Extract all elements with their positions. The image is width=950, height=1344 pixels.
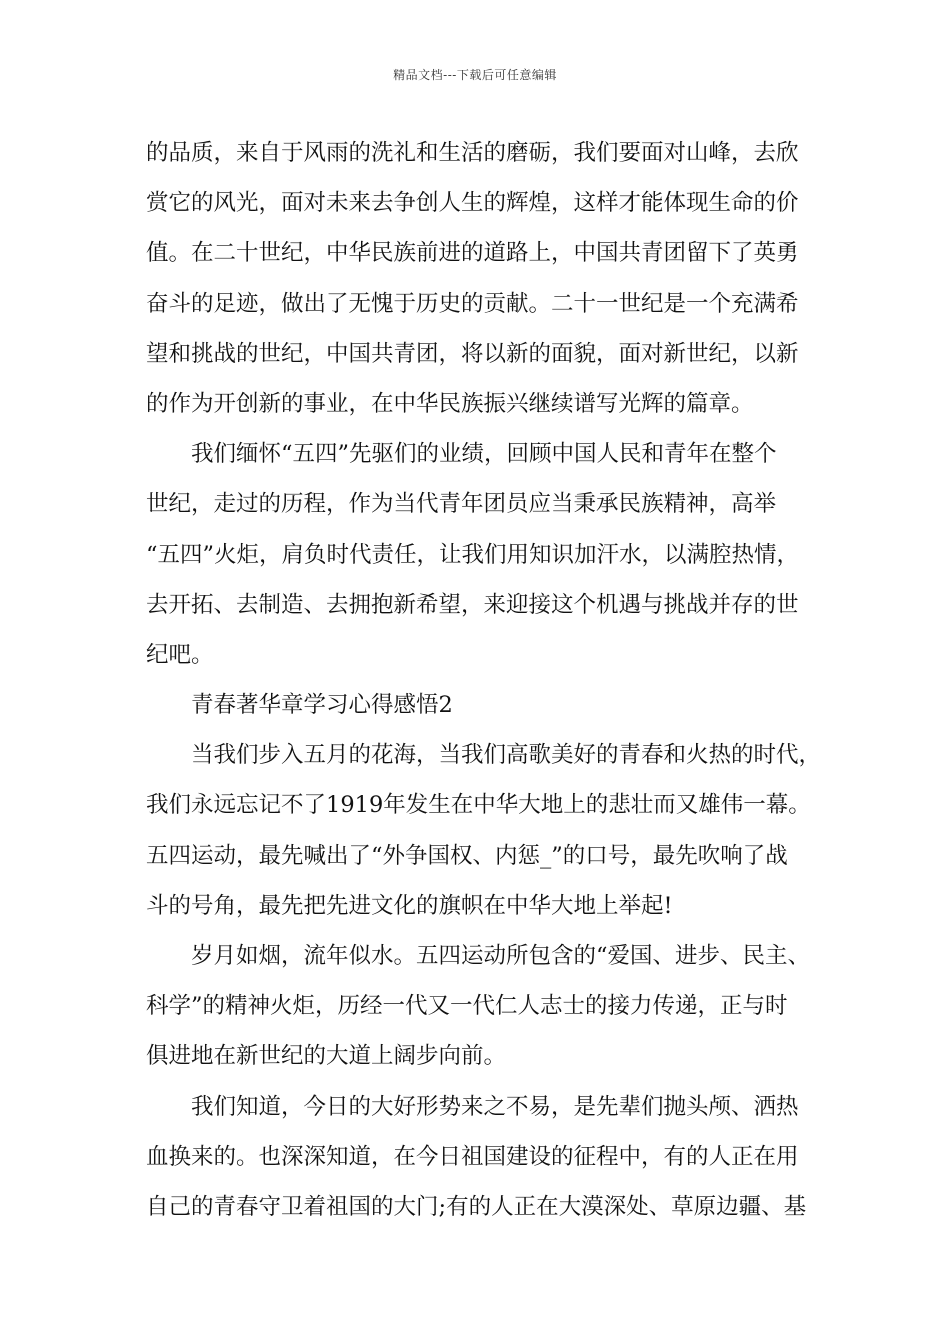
body-line: 去开拓、去制造、去拥抱新希望，来迎接这个机遇与挑战并存的世 bbox=[146, 591, 799, 618]
body-line: 的品质，来自于风雨的洗礼和生活的磨砺，我们要面对山峰，去欣 bbox=[146, 140, 799, 166]
body-line: 世纪，走过的历程，作为当代青年团员应当秉承民族精神，高举 bbox=[146, 491, 777, 518]
body-line: 纪吧。 bbox=[146, 641, 214, 668]
body-line: 值。在二十世纪，中华民族前进的道路上，中国共青团留下了英勇 bbox=[146, 240, 799, 267]
body-line: 五四运动，最先喊出了“外争国权、内惩_”的口号，最先吹响了战 bbox=[146, 842, 788, 869]
body-line: 我们永远忘记不了1919年发生在中华大地上的悲壮而又雄伟一幕。 bbox=[146, 792, 811, 819]
document-body bbox=[146, 128, 822, 1232]
body-line: 斗的号角，最先把先进文化的旗帜在中华大地上举起! bbox=[146, 892, 673, 919]
body-line: 望和挑战的世纪，中国共青团，将以新的面貌，面对新世纪，以新 bbox=[146, 340, 799, 367]
body-line: 科学”的精神火炬，历经一代又一代仁人志士的接力传递，正与时 bbox=[146, 993, 788, 1020]
section-heading: 青春著华章学习心得感悟2 bbox=[191, 692, 453, 719]
body-line: 俱进地在新世纪的大道上阔步向前。 bbox=[146, 1043, 507, 1070]
body-line: “五四”火炬，肩负时代责任，让我们用知识加汗水，以满腔热情， bbox=[146, 541, 800, 568]
page-header: 精品文档---下载后可任意编辑 bbox=[393, 68, 557, 82]
paragraph-start-line: 我们知道，今日的大好形势来之不易，是先辈们抛头颅、洒热 bbox=[191, 1093, 799, 1120]
body-line: 奋斗的足迹，做出了无愧于历史的贡献。二十一世纪是一个充满希 bbox=[146, 290, 799, 317]
body-line: 的作为开创新的事业，在中华民族振兴继续谱写光辉的篇章。 bbox=[146, 390, 754, 417]
body-line: 赏它的风光，面对未来去争创人生的辉煌，这样才能体现生命的价 bbox=[146, 190, 799, 217]
paragraph-start-line: 我们缅怀“五四”先驱们的业绩，回顾中国人民和青年在整个 bbox=[191, 441, 777, 468]
body-line: 血换来的。也深深知道，在今日祖国建设的征程中，有的人正在用 bbox=[146, 1143, 799, 1170]
paragraph-start-line: 岁月如烟，流年似水。五四运动所包含的“爱国、进步、民主、 bbox=[191, 943, 811, 969]
paragraph-start-line: 当我们步入五月的花海，当我们高歌美好的青春和火热的时代， bbox=[191, 742, 822, 769]
body-line: 自己的青春守卫着祖国的大门;有的人正在大漠深处、草原边疆、基 bbox=[146, 1193, 807, 1220]
